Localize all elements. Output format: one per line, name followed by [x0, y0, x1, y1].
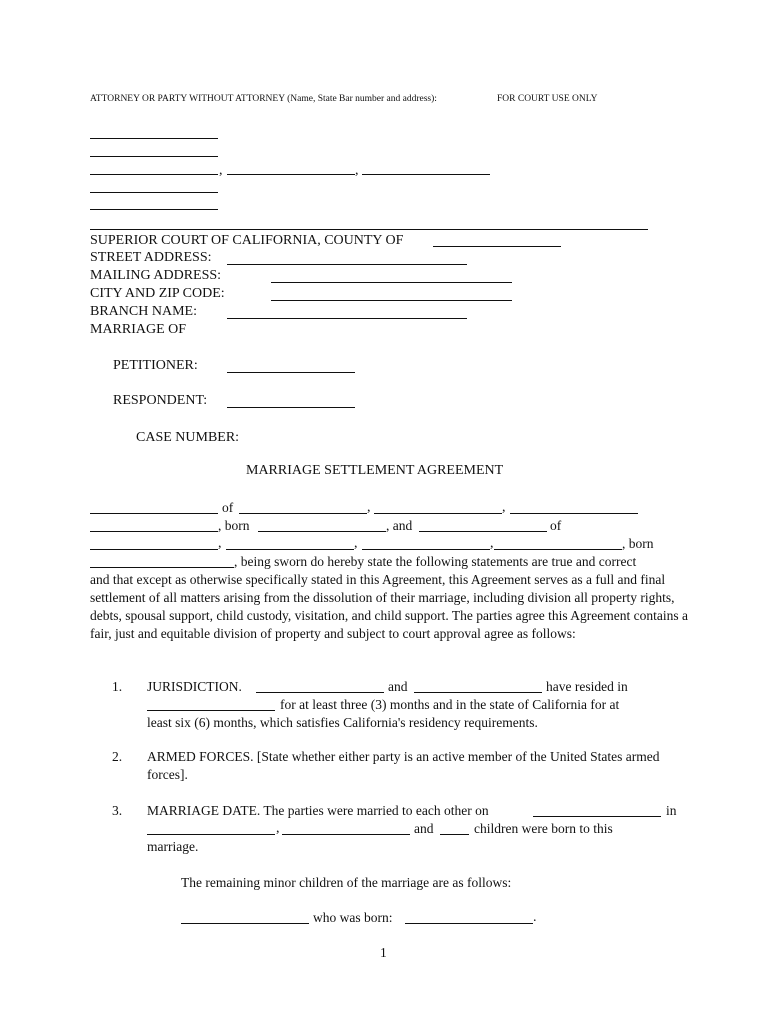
- jurisdiction-county-blank[interactable]: [147, 710, 275, 711]
- street-address-label: STREET ADDRESS:: [90, 250, 212, 265]
- city-zip-blank[interactable]: [271, 300, 512, 301]
- header-separator: [90, 229, 648, 230]
- page-number: 1: [380, 945, 387, 960]
- party2-state-blank[interactable]: [362, 549, 490, 550]
- attorney-bar-blank[interactable]: [90, 156, 218, 157]
- street-address-blank[interactable]: [227, 264, 467, 265]
- sworn-statement: , being sworn do hereby state the following statements are true and correct: [234, 554, 637, 569]
- party1-name-blank[interactable]: [90, 513, 218, 514]
- respondent-blank[interactable]: [227, 407, 355, 408]
- attorney-name-blank[interactable]: [90, 138, 218, 139]
- attorney-street-blank[interactable]: [90, 174, 218, 175]
- intro-paragraph: and that except as otherwise specifically stated in this Agreement, this Agreement serves as a full and final settlement of all matters arising from the dissolution of their marriage, including division all property rights, debts, spousal support, child custody, visitation, and child support. The parties agree this Agreement contains a fair, just and equitable division of property and subject to court approval agree as follows:: [90, 572, 689, 641]
- branch-name-label: BRANCH NAME:: [90, 304, 197, 319]
- petitioner-label: PETITIONER:: [113, 358, 198, 373]
- marriage-date-text: MARRIAGE DATE. The parties were married to each other on: [147, 803, 489, 818]
- party2-born-blank[interactable]: [90, 567, 234, 568]
- marriage-of-label: MARRIAGE OF: [90, 322, 187, 337]
- jurisdiction-party1-blank[interactable]: [256, 692, 384, 693]
- attorney-city-blank[interactable]: [227, 174, 355, 175]
- attorney-state-blank[interactable]: [362, 174, 490, 175]
- child-born-blank[interactable]: [405, 923, 533, 924]
- party2-address-blank[interactable]: [90, 549, 218, 550]
- marriage-city-blank[interactable]: [147, 834, 275, 835]
- jurisdiction-party2-blank[interactable]: [414, 692, 542, 693]
- court-use-label: FOR COURT USE ONLY: [497, 94, 598, 104]
- case-number-label: CASE NUMBER:: [136, 430, 240, 445]
- party1-zip-blank[interactable]: [90, 531, 218, 532]
- attorney-phone-blank[interactable]: [90, 192, 218, 193]
- superior-court-label: SUPERIOR COURT OF CALIFORNIA, COUNTY OF: [90, 233, 404, 248]
- children-intro: The remaining minor children of the marriage are as follows:: [181, 875, 512, 890]
- party2-city-blank[interactable]: [226, 549, 354, 550]
- party1-address-blank[interactable]: [239, 513, 367, 514]
- attorney-email-blank[interactable]: [90, 209, 218, 210]
- city-zip-label: CITY AND ZIP CODE:: [90, 286, 225, 301]
- party2-zip-blank[interactable]: [494, 549, 622, 550]
- branch-name-blank[interactable]: [227, 318, 467, 319]
- child-name-blank[interactable]: [181, 923, 309, 924]
- document-title: MARRIAGE SETTLEMENT AGREEMENT: [246, 463, 504, 478]
- respondent-label: RESPONDENT:: [113, 393, 208, 408]
- party1-city-blank[interactable]: [374, 513, 502, 514]
- mailing-address-label: MAILING ADDRESS:: [90, 268, 222, 283]
- armed-forces-item: ARMED FORCES. [State whether either party is an active member of the United States armed forces].: [147, 749, 660, 782]
- marriage-date-blank[interactable]: [533, 816, 661, 817]
- party2-name-blank[interactable]: [419, 531, 547, 532]
- mailing-address-blank[interactable]: [271, 282, 512, 283]
- jurisdiction-heading: JURISDICTION.: [147, 679, 242, 694]
- party1-born-blank[interactable]: [258, 531, 386, 532]
- county-blank[interactable]: [433, 246, 561, 247]
- attorney-label: ATTORNEY OR PARTY WITHOUT ATTORNEY (Name, State Bar number and address):: [90, 94, 437, 104]
- petitioner-blank[interactable]: [227, 372, 355, 373]
- marriage-state-blank[interactable]: [282, 834, 410, 835]
- party1-state-blank[interactable]: [510, 513, 638, 514]
- children-count-blank[interactable]: [440, 834, 469, 835]
